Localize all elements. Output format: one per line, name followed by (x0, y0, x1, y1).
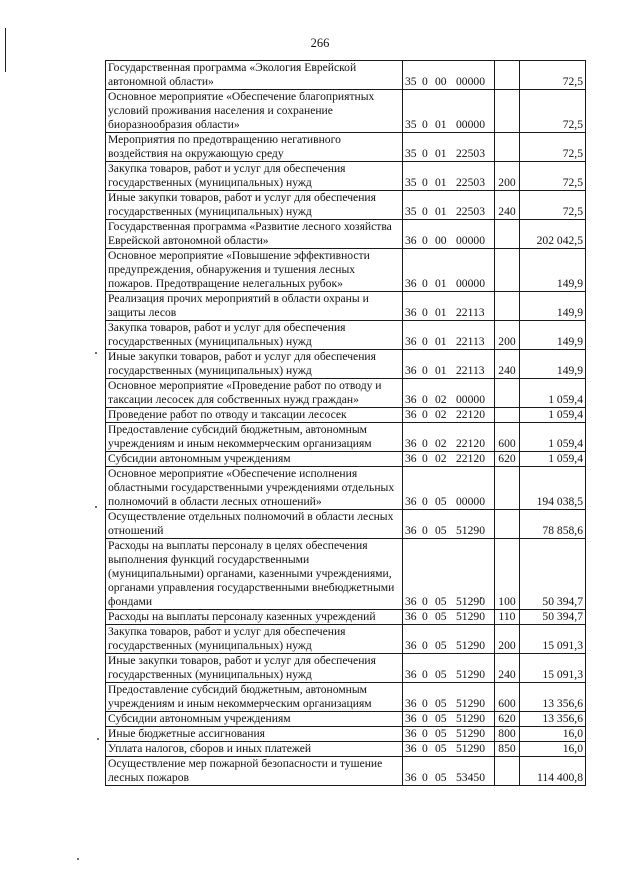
page-number: 266 (310, 36, 330, 50)
code-segment: 51290 (456, 727, 485, 740)
row-name-cell: Расходы на выплаты персоналу казенных учреждений (106, 610, 403, 625)
code-segment: 22113 (456, 364, 485, 377)
row-expense-type-cell: 620 (495, 452, 520, 467)
code-segment: 0 (422, 452, 428, 465)
row-name-cell: Закупка товаров, работ и услуг для обеспечения государственных (муниципальных) нужд (106, 625, 403, 654)
row-expense-type-cell: 110 (495, 610, 520, 625)
row-name-cell: Уплата налогов, сборов и иных платежей (106, 742, 403, 757)
table-row (106, 321, 586, 350)
row-amount-cell: 15 091,3 (520, 654, 586, 683)
code-segment: 0 (422, 697, 428, 710)
budget-table (105, 60, 586, 786)
code-segment: 36 (405, 742, 417, 755)
row-name-cell: Основное мероприятие «Проведение работ по отводу и таксации лесосек для собственных нужд граждан» (106, 379, 403, 408)
code-segment: 22113 (456, 306, 485, 319)
table-row (106, 408, 586, 423)
row-expense-type-cell: 600 (495, 423, 520, 452)
code-segment: 00000 (456, 118, 485, 131)
code-segment: 36 (405, 408, 417, 421)
code-segment: 0 (422, 205, 428, 218)
code-segment: 36 (405, 712, 417, 725)
code-segment: 0 (422, 234, 428, 247)
row-name-cell: Субсидии автономным учреждениям (106, 452, 403, 467)
table-row (106, 539, 586, 610)
table-row (106, 379, 586, 408)
row-code-cell (403, 727, 495, 742)
table-row (106, 610, 586, 625)
row-code-cell (403, 321, 495, 350)
table-row (106, 423, 586, 452)
row-name-cell: Осуществление мер пожарной безопасности и тушение лесных пожаров (106, 757, 403, 786)
row-amount-cell: 50 394,7 (520, 610, 586, 625)
row-expense-type-cell (495, 379, 520, 408)
table-row (106, 220, 586, 249)
table-row (106, 625, 586, 654)
code-segment: 01 (435, 176, 447, 189)
code-segment: 36 (405, 335, 417, 348)
row-amount-cell: 1 059,4 (520, 379, 586, 408)
table-row (106, 467, 586, 510)
row-code-cell (403, 133, 495, 162)
row-name-cell: Проведение работ по отводу и таксации лесосек (106, 408, 403, 423)
code-segment: 51290 (456, 595, 485, 608)
code-segment: 51290 (456, 697, 485, 710)
row-amount-cell: 114 400,8 (520, 757, 586, 786)
row-expense-type-cell (495, 757, 520, 786)
code-segment: 0 (422, 495, 428, 508)
code-segment: 00000 (456, 495, 485, 508)
scan-speck (77, 858, 79, 860)
code-segment: 05 (435, 771, 447, 784)
row-amount-cell: 149,9 (520, 321, 586, 350)
code-segment: 0 (422, 393, 428, 406)
code-segment: 00 (435, 234, 447, 247)
row-amount-cell: 15 091,3 (520, 625, 586, 654)
code-segment: 0 (422, 364, 428, 377)
row-code-cell (403, 654, 495, 683)
code-segment: 02 (435, 437, 447, 450)
row-expense-type-cell (495, 408, 520, 423)
row-expense-type-cell (495, 467, 520, 510)
table-row (106, 654, 586, 683)
table-row (106, 727, 586, 742)
code-segment: 36 (405, 306, 417, 319)
code-segment: 05 (435, 712, 447, 725)
code-segment: 51290 (456, 742, 485, 755)
row-expense-type-cell: 100 (495, 539, 520, 610)
row-name-cell: Субсидии автономным учреждениям (106, 712, 403, 727)
code-segment: 22113 (456, 335, 485, 348)
table-row (106, 90, 586, 133)
code-segment: 51290 (456, 524, 485, 537)
code-segment: 01 (435, 306, 447, 319)
code-segment: 0 (422, 668, 428, 681)
code-segment: 36 (405, 639, 417, 652)
row-code-cell (403, 757, 495, 786)
row-expense-type-cell: 200 (495, 162, 520, 191)
code-segment: 36 (405, 452, 417, 465)
row-name-cell: Основное мероприятие «Обеспечение благоприятных условий проживания населения и сохранение биоразнообразия области» (106, 90, 403, 133)
code-segment: 0 (422, 727, 428, 740)
code-segment: 05 (435, 727, 447, 740)
row-name-cell: Государственная программа «Развитие лесного хозяйства Еврейской автономной области» (106, 220, 403, 249)
row-code-cell (403, 452, 495, 467)
code-segment: 35 (405, 176, 417, 189)
row-expense-type-cell: 240 (495, 350, 520, 379)
scan-speck (97, 738, 99, 740)
row-code-cell (403, 220, 495, 249)
code-segment: 22503 (456, 205, 485, 218)
code-segment: 05 (435, 524, 447, 537)
code-segment: 36 (405, 495, 417, 508)
row-amount-cell: 72,5 (520, 162, 586, 191)
table-row (106, 510, 586, 539)
row-expense-type-cell (495, 61, 520, 90)
row-amount-cell: 50 394,7 (520, 539, 586, 610)
row-amount-cell: 72,5 (520, 133, 586, 162)
row-name-cell: Государственная программа «Экология Еврейской автономной области» (106, 61, 403, 90)
code-segment: 35 (405, 205, 417, 218)
row-expense-type-cell: 240 (495, 191, 520, 220)
code-segment: 36 (405, 697, 417, 710)
code-segment: 02 (435, 408, 447, 421)
code-segment: 00000 (456, 234, 485, 247)
code-segment: 0 (422, 306, 428, 319)
row-expense-type-cell (495, 90, 520, 133)
code-segment: 02 (435, 393, 447, 406)
code-segment: 05 (435, 610, 447, 623)
row-code-cell (403, 683, 495, 712)
row-expense-type-cell: 200 (495, 625, 520, 654)
row-name-cell: Предоставление субсидий бюджетным, автономным учреждениям и иным некоммерческим организациям (106, 683, 403, 712)
row-expense-type-cell: 200 (495, 321, 520, 350)
table-row (106, 61, 586, 90)
row-code-cell (403, 191, 495, 220)
row-expense-type-cell (495, 249, 520, 292)
code-segment: 0 (422, 595, 428, 608)
code-segment: 0 (422, 277, 428, 290)
row-amount-cell: 194 038,5 (520, 467, 586, 510)
row-code-cell (403, 379, 495, 408)
code-segment: 36 (405, 393, 417, 406)
row-amount-cell: 149,9 (520, 350, 586, 379)
code-segment: 51290 (456, 639, 485, 652)
budget-table-body (106, 61, 586, 786)
row-code-cell (403, 162, 495, 191)
code-segment: 0 (422, 118, 428, 131)
row-expense-type-cell: 850 (495, 742, 520, 757)
row-expense-type-cell (495, 510, 520, 539)
row-code-cell (403, 423, 495, 452)
code-segment: 22120 (456, 437, 485, 450)
code-segment: 00000 (456, 393, 485, 406)
row-expense-type-cell (495, 220, 520, 249)
code-segment: 02 (435, 452, 447, 465)
row-amount-cell: 1 059,4 (520, 452, 586, 467)
row-name-cell: Реализация прочих мероприятий в области охраны и защиты лесов (106, 292, 403, 321)
code-segment: 0 (422, 771, 428, 784)
code-segment: 01 (435, 335, 447, 348)
code-segment: 35 (405, 75, 417, 88)
code-segment: 0 (422, 75, 428, 88)
row-code-cell (403, 408, 495, 423)
row-code-cell (403, 625, 495, 654)
scan-speck (95, 506, 97, 508)
code-segment: 36 (405, 595, 417, 608)
code-segment: 53450 (456, 771, 485, 784)
table-row (106, 742, 586, 757)
code-segment: 22120 (456, 452, 485, 465)
row-expense-type-cell: 600 (495, 683, 520, 712)
code-segment: 05 (435, 639, 447, 652)
code-segment: 35 (405, 147, 417, 160)
code-segment: 0 (422, 176, 428, 189)
table-row (106, 712, 586, 727)
row-code-cell (403, 292, 495, 321)
row-amount-cell: 13 356,6 (520, 712, 586, 727)
row-amount-cell: 149,9 (520, 249, 586, 292)
code-segment: 35 (405, 118, 417, 131)
row-name-cell: Закупка товаров, работ и услуг для обеспечения государственных (муниципальных) нужд (106, 162, 403, 191)
code-segment: 01 (435, 118, 447, 131)
row-amount-cell: 78 858,6 (520, 510, 586, 539)
row-name-cell: Основное мероприятие «Обеспечение исполнения областными государственными учреждениями отдельных полномочий в области лесных отношений» (106, 467, 403, 510)
code-segment: 01 (435, 277, 447, 290)
row-code-cell (403, 510, 495, 539)
row-code-cell (403, 90, 495, 133)
row-code-cell (403, 350, 495, 379)
code-segment: 05 (435, 595, 447, 608)
code-segment: 22120 (456, 408, 485, 421)
code-segment: 51290 (456, 712, 485, 725)
row-name-cell: Иные бюджетные ассигнования (106, 727, 403, 742)
code-segment: 36 (405, 668, 417, 681)
row-amount-cell: 13 356,6 (520, 683, 586, 712)
scan-speck (95, 352, 97, 354)
code-segment: 51290 (456, 610, 485, 623)
row-expense-type-cell: 620 (495, 712, 520, 727)
code-segment: 05 (435, 697, 447, 710)
table-row (106, 162, 586, 191)
code-segment: 0 (422, 610, 428, 623)
code-segment: 36 (405, 771, 417, 784)
code-segment: 0 (422, 437, 428, 450)
row-name-cell: Мероприятия по предотвращению негативного воздействия на окружающую среду (106, 133, 403, 162)
row-name-cell: Иные закупки товаров, работ и услуг для обеспечения государственных (муниципальных) нужд (106, 350, 403, 379)
code-segment: 36 (405, 524, 417, 537)
code-segment: 00000 (456, 75, 485, 88)
code-segment: 22503 (456, 176, 485, 189)
row-name-cell: Предоставление субсидий бюджетным, автономным учреждениям и иным некоммерческим организациям (106, 423, 403, 452)
row-code-cell (403, 61, 495, 90)
row-amount-cell: 149,9 (520, 292, 586, 321)
code-segment: 36 (405, 234, 417, 247)
table-row (106, 133, 586, 162)
table-row (106, 683, 586, 712)
table-row (106, 249, 586, 292)
row-amount-cell: 1 059,4 (520, 423, 586, 452)
code-segment: 0 (422, 147, 428, 160)
code-segment: 0 (422, 524, 428, 537)
row-name-cell: Иные закупки товаров, работ и услуг для обеспечения государственных (муниципальных) нужд (106, 191, 403, 220)
table-row (106, 350, 586, 379)
code-segment: 36 (405, 277, 417, 290)
code-segment: 01 (435, 147, 447, 160)
code-segment: 05 (435, 495, 447, 508)
row-expense-type-cell (495, 292, 520, 321)
table-row (106, 292, 586, 321)
row-name-cell: Иные закупки товаров, работ и услуг для обеспечения государственных (муниципальных) нужд (106, 654, 403, 683)
row-expense-type-cell: 240 (495, 654, 520, 683)
code-segment: 36 (405, 727, 417, 740)
row-name-cell: Закупка товаров, работ и услуг для обеспечения государственных (муниципальных) нужд (106, 321, 403, 350)
row-code-cell (403, 742, 495, 757)
row-amount-cell: 72,5 (520, 191, 586, 220)
code-segment: 36 (405, 364, 417, 377)
code-segment: 0 (422, 712, 428, 725)
table-row (106, 191, 586, 220)
row-amount-cell: 202 042,5 (520, 220, 586, 249)
row-name-cell: Осуществление отдельных полномочий в области лесных отношений (106, 510, 403, 539)
row-code-cell (403, 249, 495, 292)
code-segment: 36 (405, 610, 417, 623)
row-code-cell (403, 712, 495, 727)
code-segment: 36 (405, 437, 417, 450)
code-segment: 0 (422, 408, 428, 421)
code-segment: 01 (435, 205, 447, 218)
code-segment: 01 (435, 364, 447, 377)
code-segment: 0 (422, 335, 428, 348)
code-segment: 05 (435, 742, 447, 755)
code-segment: 00000 (456, 277, 485, 290)
row-amount-cell: 1 059,4 (520, 408, 586, 423)
code-segment: 0 (422, 639, 428, 652)
row-code-cell (403, 467, 495, 510)
code-segment: 0 (422, 742, 428, 755)
row-name-cell: Основное мероприятие «Повышение эффективности предупреждения, обнаружения и тушения лесных пожаров. Предотвращение нелегальных рубок» (106, 249, 403, 292)
row-amount-cell: 72,5 (520, 61, 586, 90)
code-segment: 05 (435, 668, 447, 681)
row-name-cell: Расходы на выплаты персоналу в целях обеспечения выполнения функций государственными (муниципальными) органами, казенными учреждениями, органами управления государственными внебюджетными фондами (106, 539, 403, 610)
row-code-cell (403, 610, 495, 625)
row-code-cell (403, 539, 495, 610)
code-segment: 22503 (456, 147, 485, 160)
code-segment: 51290 (456, 668, 485, 681)
row-amount-cell: 16,0 (520, 727, 586, 742)
row-amount-cell: 72,5 (520, 90, 586, 133)
table-row (106, 452, 586, 467)
table-row (106, 757, 586, 786)
row-expense-type-cell (495, 133, 520, 162)
code-segment: 00 (435, 75, 447, 88)
row-amount-cell: 16,0 (520, 742, 586, 757)
row-expense-type-cell: 800 (495, 727, 520, 742)
